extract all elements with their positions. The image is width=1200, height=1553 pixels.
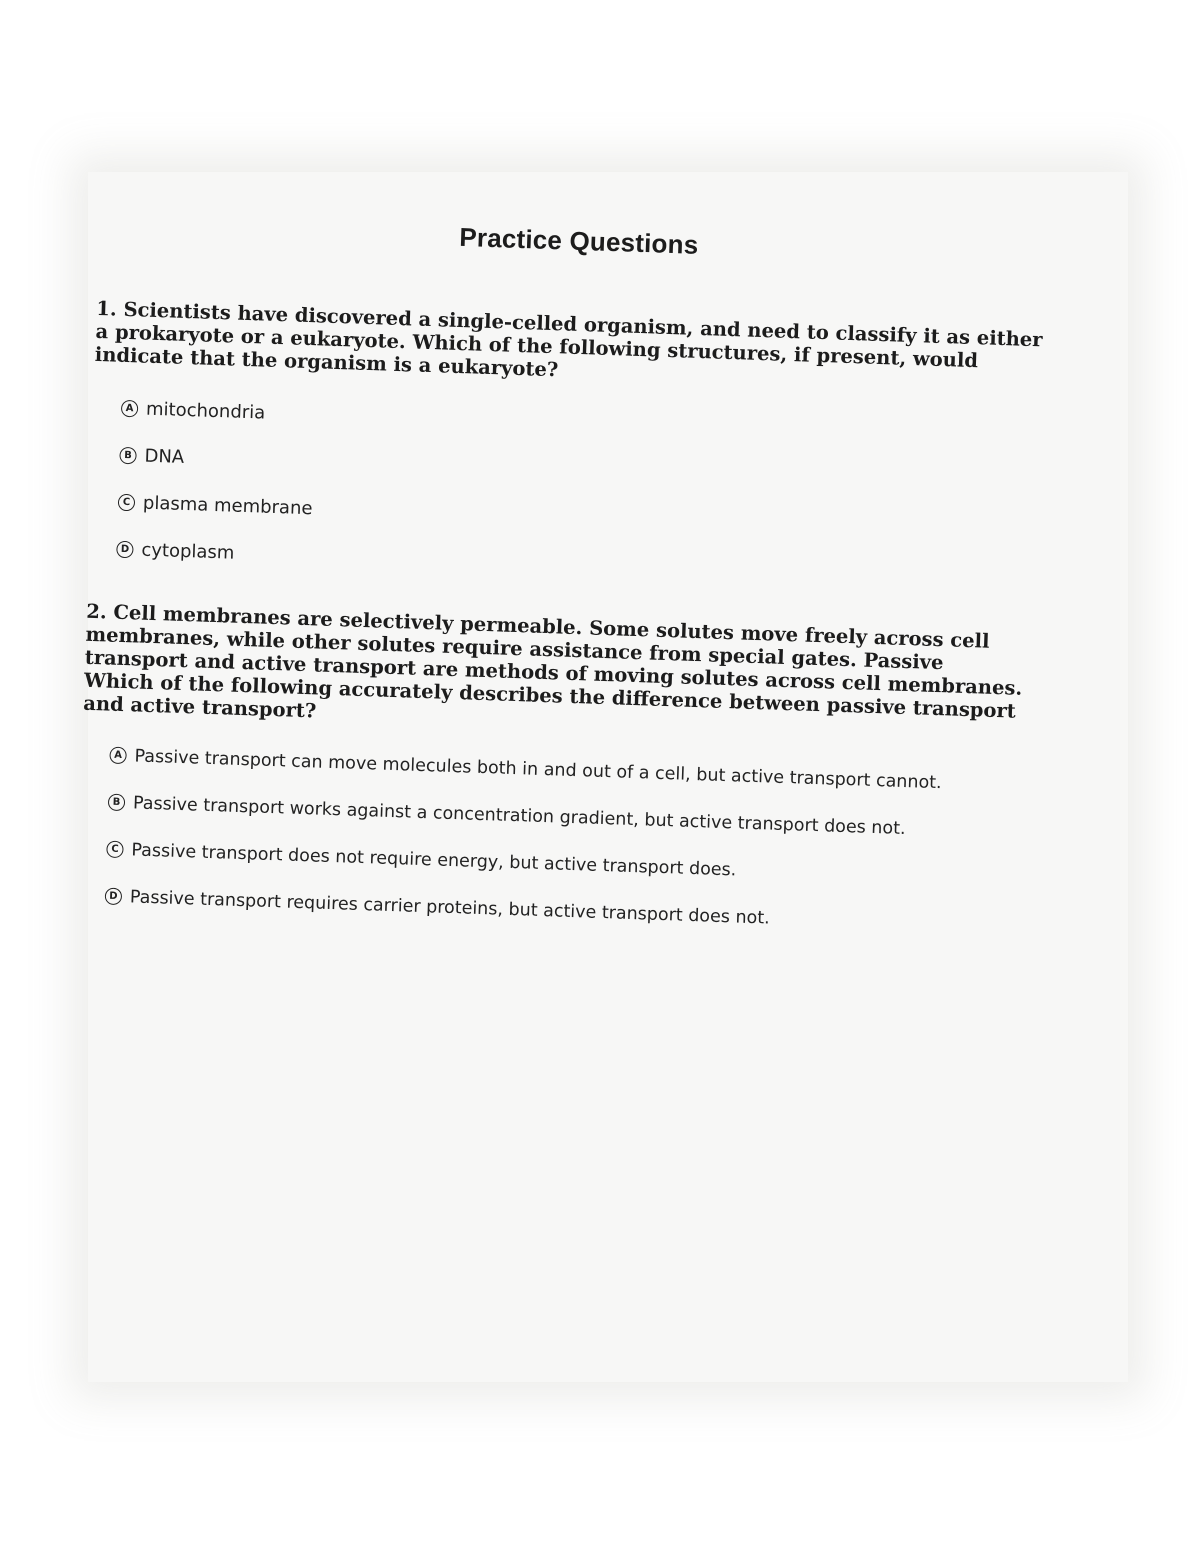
question-1-text: 1. Scientists have discovered a single-celled organism, and need to classify it as either a prokaryote or a eukaryote. Which of the following structures, if present, would indicate that the organism is a eukaryote? — [94, 296, 1043, 382]
option-letter-circle: C — [106, 841, 124, 859]
option-letter-circle: B — [108, 794, 126, 812]
option-letter-circle: D — [105, 888, 123, 906]
question-2-options — [76, 731, 1042, 951]
option-text: plasma membrane — [142, 492, 313, 520]
option-text: mitochondria — [145, 398, 266, 424]
option-text: Passive transport can move molecules both in and out of a cell, but active transport cannot. — [134, 745, 942, 793]
question-1-options — [88, 384, 1054, 604]
option-letter-circle: C — [118, 494, 136, 512]
option-text: cytoplasm — [141, 539, 235, 564]
option-text: DNA — [144, 445, 185, 468]
option-text: Passive transport requires carrier proteins, but active transport does not. — [129, 886, 771, 929]
option-letter-circle: D — [116, 541, 134, 559]
question-2-text: 2. Cell membranes are selectively permeable. Some solutes move freely across cell membranes, while other solutes require assistance from special gates. Passive transport and active transport are methods of moving solutes across cell membranes. Which of the following accurately describes the difference between passive transport and active transport? — [82, 599, 1023, 723]
option-letter-circle: A — [121, 400, 139, 418]
option-text: Passive transport works against a concentration gradient, but active transport does not. — [132, 792, 906, 839]
option-letter-circle: B — [119, 447, 137, 465]
option-text: Passive transport does not require energy, but active transport does. — [131, 839, 737, 880]
page-title: Practice Questions — [458, 221, 699, 260]
worksheet — [76, 200, 1059, 950]
option-letter-circle: A — [109, 747, 127, 765]
